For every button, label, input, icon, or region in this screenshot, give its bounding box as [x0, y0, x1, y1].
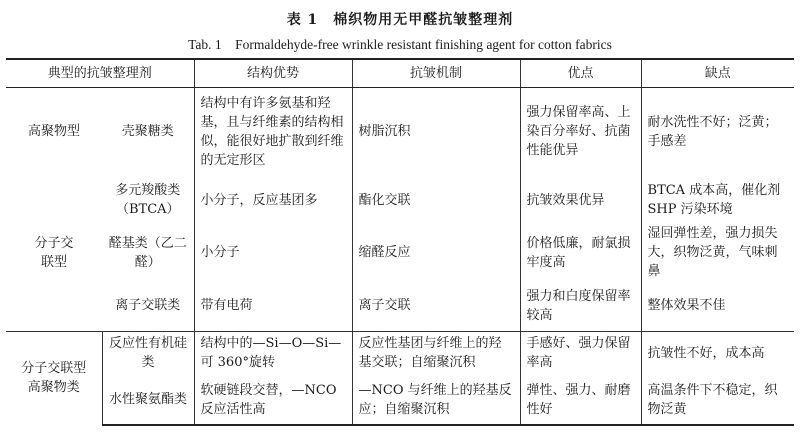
structure-cell: 软硬链段交替，—NCO 反应活性高 [194, 375, 352, 425]
group-crosslink-polymer [6, 331, 102, 425]
group-crosslink-polymer-label: 分子交联型高聚物类 [21, 361, 87, 396]
structure-cell: 结构中的—Si—O—Si—可 360°旋转 [194, 331, 352, 375]
agent-cell: 反应性有机硅类 [102, 331, 194, 375]
pros-cell: 弹性、强力、耐磨性好 [520, 375, 641, 425]
pros-cell: 价格低廉，耐氯损牢度高 [520, 224, 641, 281]
mechanism-cell: 缩醛反应 [352, 224, 520, 281]
mechanism-cell: 树脂沉积 [352, 87, 520, 176]
header-pros: 优点 [520, 59, 641, 87]
mechanism-cell: —NCO 与纤维上的羟基反应；自缩聚沉积 [352, 375, 520, 425]
header-structure: 结构优势 [194, 59, 352, 87]
pros-cell: 强力保留率高、上染百分率好、抗菌性能优异 [520, 87, 641, 176]
structure-cell: 带有电荷 [194, 281, 352, 331]
finishing-agent-table [6, 58, 794, 426]
group-crosslink [6, 176, 102, 331]
table-caption-en: Tab. 1 Formaldehyde-free wrinkle resistant finishing agent for cotton fabrics [188, 37, 612, 52]
pros-cell: 手感好、强力保留率高 [520, 331, 641, 375]
cons-cell: 抗皱性不好，成本高 [641, 331, 794, 375]
table-row [6, 224, 794, 281]
pros-cell: 抗皱效果优异 [520, 176, 641, 224]
table-row [6, 375, 794, 425]
table-row [6, 331, 794, 375]
pros-cell: 强力和白度保留率较高 [520, 281, 641, 331]
agent-cell: 多元羧酸类（BTCA） [102, 176, 194, 224]
structure-cell: 小分子 [194, 224, 352, 281]
header-mechanism: 抗皱机制 [352, 59, 520, 87]
group-crosslink-label: 分子交联型 [34, 236, 74, 271]
agent-cell: 壳聚糖类 [102, 87, 194, 176]
group-polymer: 高聚物型 [27, 124, 80, 140]
structure-cell: 小分子，反应基团多 [194, 176, 352, 224]
mechanism-cell: 酯化交联 [352, 176, 520, 224]
table-header-row [6, 59, 794, 87]
cons-cell: BTCA 成本高，催化剂 SHP 污染环境 [647, 183, 781, 217]
cons-cell: 耐水洗性不好；泛黄；手感差 [647, 114, 778, 149]
cons-cell: 湿回弹性差，强力损失大，织物泛黄，气味刺鼻 [647, 226, 778, 279]
agent-cell: 水性聚氨酯类 [102, 375, 194, 425]
structure-cell: 结构中有许多氨基和羟基，且与纤维素的结构相似，能很好地扩散到纤维的无定形区 [194, 87, 352, 176]
cons-cell: 整体效果不佳 [647, 298, 726, 314]
table-caption-zh: 表 1 棉织物用无甲醛抗皱整理剂 [286, 12, 514, 28]
mechanism-cell: 反应性基团与纤维上的羟基交联；自缩聚沉积 [352, 331, 520, 375]
agent-cell: 离子交联类 [102, 281, 194, 331]
cons-cell: 高温条件下不稳定，织物泛黄 [641, 375, 794, 425]
mechanism-cell: 离子交联 [352, 281, 520, 331]
table-row [6, 87, 794, 176]
header-agent: 典型的抗皱整理剂 [6, 59, 194, 87]
table-row [6, 281, 794, 331]
table-row [6, 176, 794, 224]
header-cons: 缺点 [641, 59, 794, 87]
agent-cell: 醛基类（乙二醛） [102, 224, 194, 281]
